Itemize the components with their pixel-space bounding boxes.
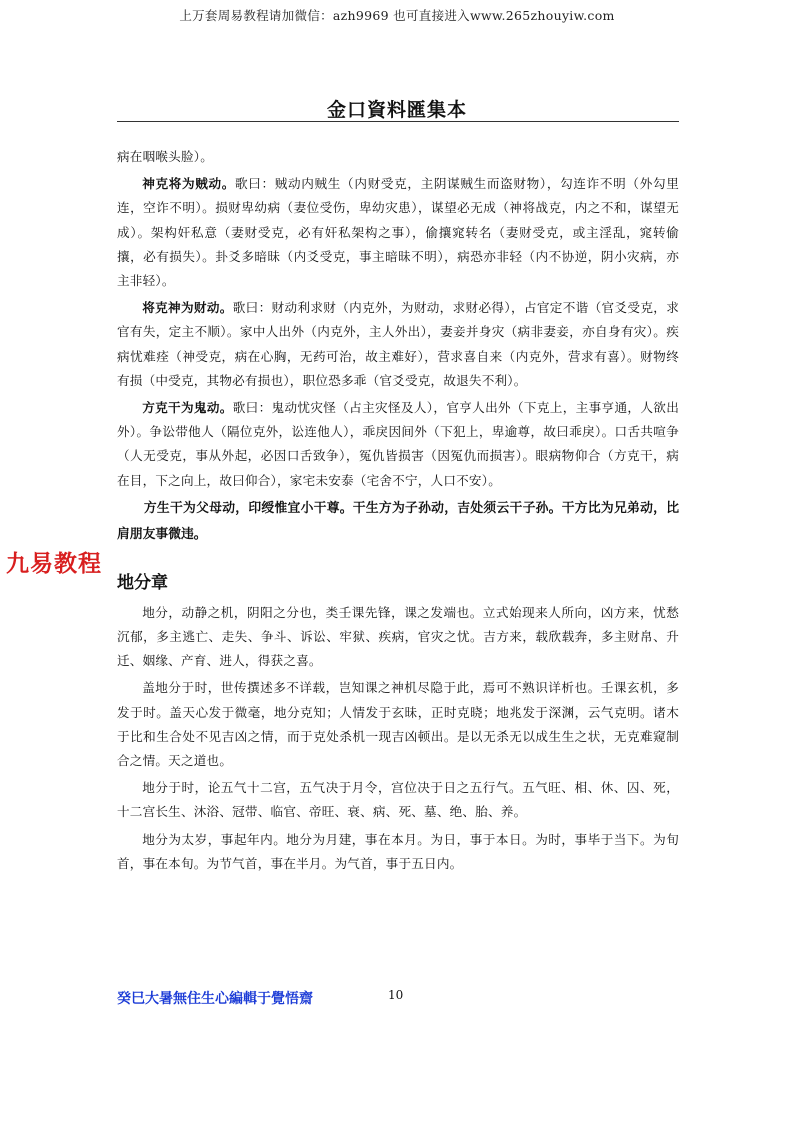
- section-paragraph-3: 地分为太岁，事起年内。地分为月建，事在本月。为日，事于本日。为时，事毕于当下。为旬首，事在本旬。为节气首，事在半月。为气首，事于五日内。: [117, 831, 679, 871]
- title-divider: [117, 121, 679, 122]
- paragraph-2: [117, 296, 679, 393]
- paragraph-0: [117, 145, 679, 169]
- paragraph-3: [117, 396, 679, 493]
- paragraph-1: [117, 172, 679, 293]
- section-paragraph-0: 地分，动静之机，阴阳之分也，类壬课先锋，课之发端也。立式始现来人所向，凶方来，忧愁沉郁，多主逃亡、走失、争斗、诉讼、牢狱、疾病，官灾之忧。吉方来，载欣载奔，多主财帛、升迁、姻缘、产育、进人，得获之喜。: [117, 604, 679, 669]
- paragraph-text: 病在咽喉头脸）。: [117, 149, 214, 164]
- top-banner: 上万套周易教程请加微信：azh9969 也可直接进入www.265zhouyiw.com: [179, 8, 615, 23]
- page-content: [117, 145, 679, 876]
- footer-credit: 癸巳大暑無住生心編輯于覺悟齋: [117, 991, 313, 1007]
- page-number: 10: [388, 988, 404, 1002]
- bold-paragraph: 方生干为父母动，印绶惟宜小干尊。干生方为子孙动，吉处须云干子孙。干方比为兄弟动，比肩朋友事微违。: [117, 500, 679, 542]
- watermark-logo: 九易教程: [6, 551, 102, 577]
- section-title: 地分章: [117, 572, 168, 593]
- document-title: 金口資料匯集本: [326, 99, 467, 121]
- paragraph-text: 歌曰：财动利求财（内克外，为财动，求财必得），占官定不谐（官爻受克，求官有失，定主不顺）。家中人出外（内克外，主人外出），妻妾并身灾（病非妻妾，亦自身有灾）。疾病忧难痊（神受克，病在心胸，无药可治，故主难好），营求喜自来（内克外，营求有喜）。财物终有损（中受克，其物必有损也），职位恐多乖（官爻受克，故退失不利）。: [117, 300, 679, 388]
- paragraph-heading: 将克神为财动。: [142, 300, 233, 316]
- paragraph-text: 歌曰：贼动内贼生（内财受克，主阴谋贼生而盗财物），勾连诈不明（外勾里连，空诈不明）。损财卑幼病（妻位受伤，卑幼灾患），谋望必无成（神将战克，内之不和，谋望无成）。架构奸私意（妻财受克，必有奸私架构之事），偷攘窕转名（妻财受克，或主淫乱，窕转偷攘，必有损失）。卦爻多暗昧（内爻受克，事主暗昧不明），病恐亦非轻（内不协逆，阴小灾病，亦主非轻）。: [117, 176, 680, 289]
- paragraph-heading: 神克将为贼动。: [142, 176, 235, 192]
- paragraph-heading: 方克干为鬼动。: [142, 400, 233, 416]
- paragraph-text: 歌曰：鬼动忧灾怪（占主灾怪及人），官亨人出外（下克上，主事亨通，人欲出外）。争讼带他人（隔位克外，讼连他人），乖戾因间外（下犯上，卑逾尊，故曰乖戾）。口舌共喧争（人无受克，事从外起，必因口舌致争），冤仇皆损害（因冤仇而损害）。眼病物仰合（方克干，病在目，下之向上，故曰仰合），家宅未安泰（宅舍不宁，人口不安）。: [117, 400, 679, 488]
- section-paragraph-2: 地分于时，论五气十二宫，五气决于月令，宫位决于日之五行气。五气旺、相、休、囚、死，十二宫长生、沐浴、冠带、临官、帝旺、衰、病、死、墓、绝、胎、养。: [117, 780, 679, 820]
- section-paragraph-1: 盖地分于时，世传撰述多不详载，岂知课之神机尽隐于此，焉可不熟识详析也。壬课玄机，多发于时。盖天心发于微毫，地分克知；人情发于玄昧，正时克晓；地兆发于深渊，云气克明。诸木于比和生合处不见吉凶之情，而于克处杀机一现吉凶顿出。是以无杀无以成生生之状，无克难窥制合之情。天之道也。: [117, 680, 679, 769]
